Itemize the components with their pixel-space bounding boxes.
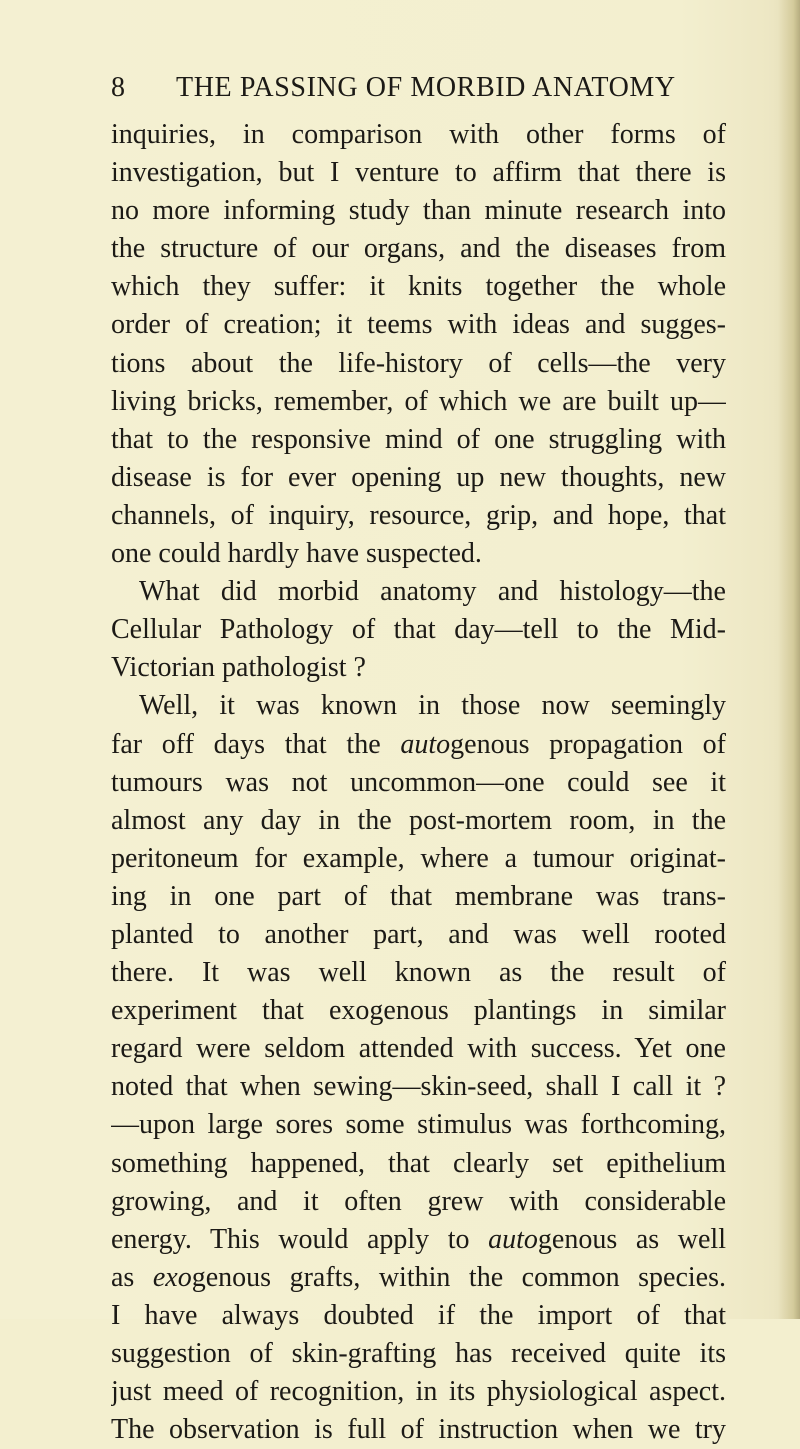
text-line: planted to another part, and was well rooted — [111, 918, 726, 950]
text-line: just meed of recognition, in its physiological aspect. — [111, 1376, 726, 1408]
italic-prefix: exo — [152, 1261, 192, 1293]
text-line: experiment that exogenous plantings in similar — [111, 995, 726, 1027]
text-line: order of creation; it teems with ideas and sugges- — [111, 309, 726, 341]
text-line: Cellular Pathology of that day—tell to the Mid- — [111, 614, 726, 646]
text-line: I have always doubted if the import of that — [111, 1299, 726, 1331]
italic-prefix: auto — [488, 1223, 538, 1255]
text-line: Well, it was known in those now seemingly — [139, 690, 726, 722]
text-line: channels, of inquiry, resource, grip, and hope, that — [111, 499, 726, 531]
text-line: far off days that the autogenous propagation of — [111, 728, 726, 760]
text-line: What did morbid anatomy and histology—the — [139, 576, 726, 608]
text-line: no more informing study than minute research into — [111, 195, 726, 227]
text-line: almost any day in the post-mortem room, in the — [111, 804, 726, 836]
text-line: investigation, but I venture to affirm that there is — [111, 157, 726, 189]
page-header — [111, 68, 711, 108]
body-text — [111, 116, 726, 1449]
italic-prefix: auto — [400, 728, 451, 760]
text-line: one could hardly have suspected. — [111, 538, 482, 570]
page-number: 8 — [111, 72, 126, 103]
text-line: something happened, that clearly set epithelium — [111, 1147, 726, 1179]
page-binding-shadow — [778, 0, 800, 1319]
text-line: tions about the life-history of cells—the very — [111, 347, 726, 379]
text-line: living bricks, remember, of which we are built up— — [111, 385, 726, 417]
text-line: Victorian pathologist ? — [111, 652, 366, 684]
text-line: the structure of our organs, and the diseases from — [111, 233, 726, 265]
text-line: growing, and it often grew with considerable — [111, 1185, 726, 1217]
text-line: as exogenous grafts, within the common species. — [111, 1261, 726, 1293]
text-line: regard were seldom attended with success. Yet one — [111, 1033, 726, 1065]
text-line: energy. This would apply to autogenous as well — [111, 1223, 726, 1255]
text-line: disease is for ever opening up new thoughts, new — [111, 461, 726, 493]
text-line: that to the responsive mind of one struggling with — [111, 423, 726, 455]
text-line: tumours was not uncommon—one could see it — [111, 766, 726, 798]
text-line: there. It was well known as the result of — [111, 957, 726, 989]
running-title: THE PASSING OF MORBID ANATOMY — [176, 72, 676, 103]
text-line: which they suffer: it knits together the whole — [111, 271, 726, 303]
text-line: inquiries, in comparison with other forms of — [111, 119, 726, 150]
text-line: The observation is full of instruction when we try — [111, 1414, 726, 1446]
text-line: suggestion of skin-grafting has received quite its — [111, 1338, 726, 1369]
text-line: peritoneum for example, where a tumour originat- — [111, 842, 726, 874]
text-line: —upon large sores some stimulus was forthcoming, — [111, 1109, 726, 1141]
text-line: ing in one part of that membrane was trans- — [111, 880, 726, 912]
text-line: noted that when sewing—skin-seed, shall I call it ? — [111, 1071, 726, 1103]
